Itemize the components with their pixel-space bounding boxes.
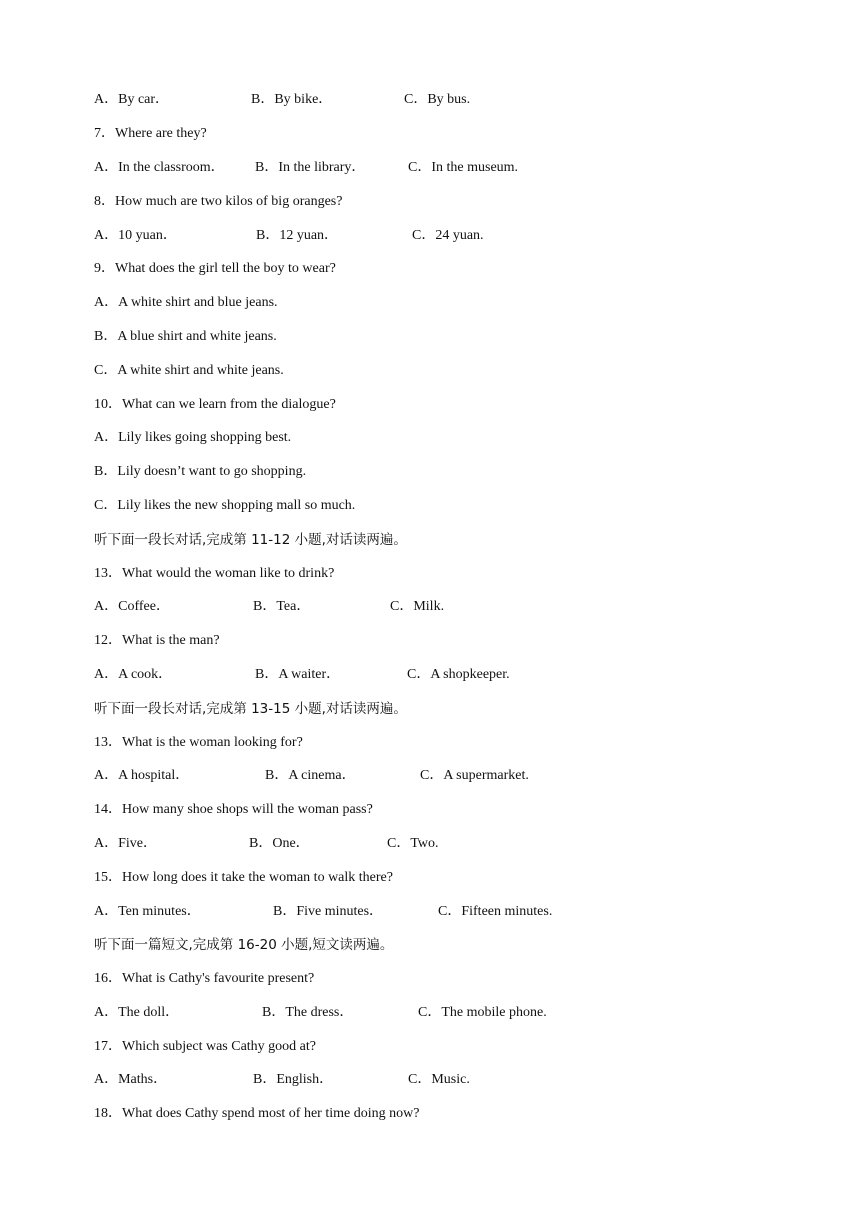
- option-c: C．A white shirt and white jeans.: [94, 363, 284, 378]
- option-a: A．Maths．: [94, 1072, 168, 1087]
- option-c: C．In the museum.: [408, 160, 519, 175]
- option-b: B．One．: [249, 836, 310, 851]
- question-15: 15．How long does it take the woman to walk there?: [94, 870, 393, 885]
- option-c: C．Lily likes the new shopping mall so much.: [94, 498, 356, 513]
- question-14: 14．How many shoe shops will the woman pass?: [94, 802, 373, 817]
- option-b: B．By bike．: [251, 92, 333, 107]
- option-c: C．Two.: [387, 836, 439, 851]
- option-b: B．A cinema．: [265, 768, 356, 783]
- option-c: C．24 yuan.: [412, 228, 484, 243]
- option-a: A．A hospital．: [94, 768, 190, 783]
- option-a: A．In the classroom．: [94, 160, 225, 175]
- question-9: 9．What does the girl tell the boy to wear?: [94, 261, 336, 276]
- option-a: A．Coffee．: [94, 599, 170, 614]
- option-c: C．Milk.: [390, 599, 445, 614]
- option-a: A．A cook．: [94, 667, 173, 682]
- option-b: B．Five minutes．: [273, 904, 384, 919]
- option-b: B．A waiter．: [255, 667, 341, 682]
- option-c: C．Music.: [408, 1072, 470, 1087]
- option-b: B．In the library．: [255, 160, 366, 175]
- question-8: 8．How much are two kilos of big oranges?: [94, 194, 343, 209]
- question-13: 13．What would the woman like to drink?: [94, 566, 335, 581]
- section-instruction: 听下面一篇短文,完成第 16-20 小题,短文读两遍。: [94, 937, 394, 953]
- option-a: A．A white shirt and blue jeans.: [94, 295, 278, 310]
- option-b: B．12 yuan．: [256, 228, 339, 243]
- question-18: 18．What does Cathy spend most of her time doing now?: [94, 1106, 420, 1121]
- option-b: B．Lily doesn’t want to go shopping.: [94, 464, 307, 479]
- option-a: A．Five．: [94, 836, 157, 851]
- option-a: A．10 yuan．: [94, 228, 177, 243]
- option-a: A．Lily likes going shopping best.: [94, 430, 292, 445]
- option-b: B．Tea．: [253, 599, 311, 614]
- question-17: 17．Which subject was Cathy good at?: [94, 1039, 317, 1054]
- section-instruction: 听下面一段长对话,完成第 11-12 小题,对话读两遍。: [94, 532, 407, 548]
- question-16: 16．What is Cathy's favourite present?: [94, 971, 315, 986]
- section-instruction: 听下面一段长对话,完成第 13-15 小题,对话读两遍。: [94, 701, 407, 717]
- question-13: 13．What is the woman looking for?: [94, 735, 303, 750]
- option-b: B．The dress．: [262, 1005, 354, 1020]
- option-a: A．By car．: [94, 92, 170, 107]
- option-a: A．The doll．: [94, 1005, 180, 1020]
- option-c: C．Fifteen minutes.: [438, 904, 553, 919]
- question-12: 12．What is the man?: [94, 633, 220, 648]
- question-7: 7．Where are they?: [94, 126, 207, 141]
- option-c: C．The mobile phone.: [418, 1005, 547, 1020]
- option-c: C．A shopkeeper.: [407, 667, 510, 682]
- option-c: C．A supermarket.: [420, 768, 529, 783]
- option-c: C．By bus.: [404, 92, 471, 107]
- question-10: 10．What can we learn from the dialogue?: [94, 397, 336, 412]
- option-b: B．A blue shirt and white jeans.: [94, 329, 277, 344]
- option-b: B．English．: [253, 1072, 334, 1087]
- option-a: A．Ten minutes．: [94, 904, 201, 919]
